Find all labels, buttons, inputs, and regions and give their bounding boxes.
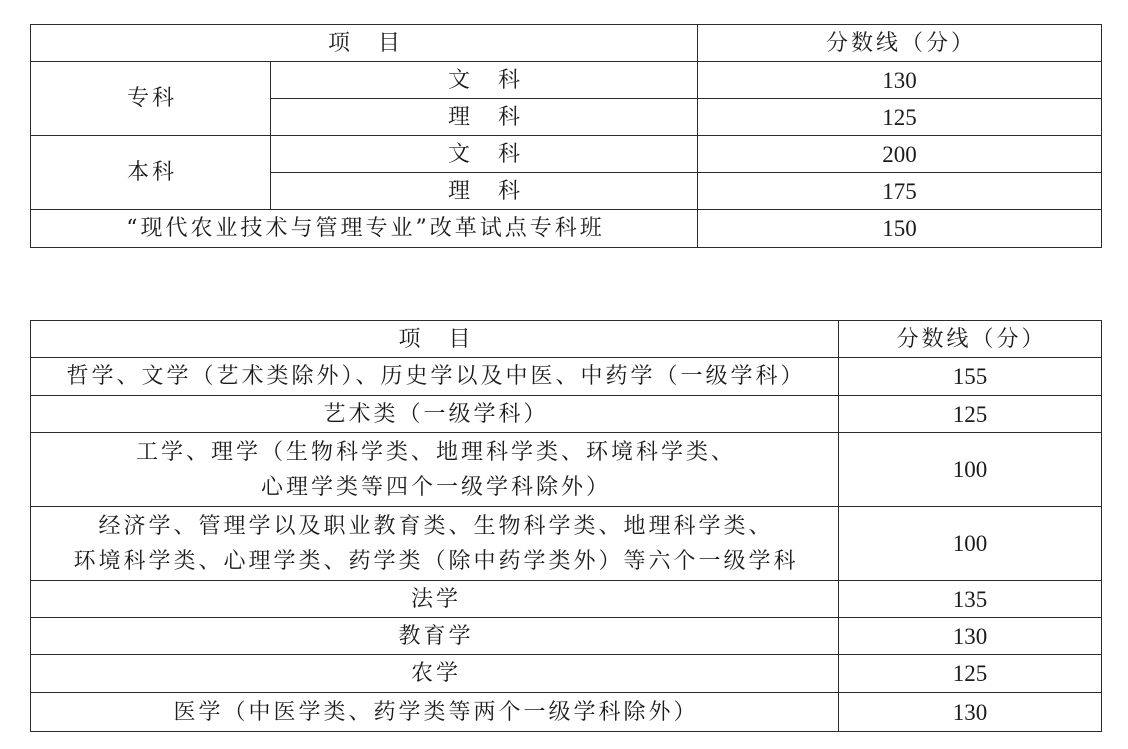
table-row — [31, 210, 1102, 248]
table2-header-row — [31, 321, 1102, 358]
score-cell — [698, 210, 1102, 248]
discipline-line: 医学（中医学类、药学类等两个一级学科除外） — [173, 699, 699, 725]
discipline-line: 经济学、管理学以及职业教育类、生物科学类、地理科学类、 — [98, 513, 774, 539]
table2-header-score-cell — [839, 321, 1102, 358]
level-label: 本科 — [126, 160, 177, 185]
score-value: 130 — [952, 623, 988, 649]
subject-cell — [271, 173, 698, 210]
cutoff-table-2 — [30, 320, 1102, 732]
score-value: 150 — [882, 216, 917, 241]
discipline-cell — [31, 358, 839, 396]
table1-header-score-cell — [698, 25, 1102, 62]
score-value: 125 — [952, 661, 988, 686]
score-cell — [698, 173, 1102, 210]
cutoff-table-1 — [30, 24, 1102, 248]
score-value: 125 — [882, 104, 917, 130]
discipline-cell — [31, 693, 839, 732]
score-cell — [839, 655, 1102, 693]
table2-header-item-cell — [31, 321, 839, 358]
table2-header-score: 分数线（分） — [896, 326, 1047, 352]
table1-header-item: 项 目 — [328, 30, 404, 56]
discipline-line: 农学 — [410, 661, 461, 686]
table-row — [31, 62, 1102, 99]
level-cell-benke — [31, 136, 271, 210]
discipline-line: 工学、理学（生物科学类、地理科学类、环境科学类、 — [135, 439, 736, 465]
discipline-line: 艺术类（一级学科） — [323, 401, 549, 427]
discipline-line: 哲学、文学（艺术类除外）、历史学以及中医、中药学（一级学科） — [66, 364, 806, 389]
subject-label: 理 科 — [448, 178, 524, 204]
table-row — [31, 507, 1102, 581]
score-value: 135 — [952, 586, 988, 612]
special-item-label: “现代农业技术与管理专业”改革试点专科班 — [126, 216, 605, 241]
table-row — [31, 655, 1102, 693]
subject-cell — [271, 136, 698, 173]
special-item-cell — [31, 210, 698, 248]
score-value: 100 — [952, 457, 988, 482]
subject-cell — [271, 99, 698, 136]
table-row — [31, 581, 1102, 618]
score-value: 175 — [882, 178, 917, 204]
subject-cell — [271, 62, 698, 99]
score-cell — [839, 396, 1102, 433]
score-cell — [839, 507, 1102, 581]
score-value: 155 — [952, 364, 988, 389]
score-cell — [698, 99, 1102, 136]
score-cell — [839, 433, 1102, 507]
discipline-line: 环境科学类、心理学类、药学类（除中药学类外）等六个一级学科 — [73, 548, 799, 574]
table-row — [31, 693, 1102, 732]
discipline-cell — [31, 433, 839, 507]
subject-label: 理 科 — [448, 104, 524, 130]
discipline-line: 法学 — [410, 586, 461, 612]
score-cell — [839, 693, 1102, 732]
table-row — [31, 396, 1102, 433]
table1-header-row — [31, 25, 1102, 62]
table-row — [31, 136, 1102, 173]
score-value: 100 — [952, 531, 988, 556]
discipline-cell — [31, 396, 839, 433]
table1-header-score: 分数线（分） — [826, 30, 977, 56]
score-value: 130 — [952, 699, 988, 725]
score-value: 125 — [952, 401, 988, 427]
score-cell — [839, 358, 1102, 396]
discipline-cell — [31, 507, 839, 581]
table-row — [31, 618, 1102, 655]
score-cell — [698, 62, 1102, 99]
discipline-line: 教育学 — [398, 623, 474, 649]
score-value: 200 — [882, 141, 917, 167]
level-label: 专科 — [126, 86, 177, 111]
discipline-cell — [31, 655, 839, 693]
discipline-cell — [31, 618, 839, 655]
subject-label: 文 科 — [448, 141, 524, 167]
score-cell — [698, 136, 1102, 173]
table1-header-item-cell — [31, 25, 698, 62]
subject-label: 文 科 — [448, 67, 524, 93]
score-cell — [839, 581, 1102, 618]
table-row — [31, 433, 1102, 507]
score-cell — [839, 618, 1102, 655]
discipline-cell — [31, 581, 839, 618]
table2-header-item: 项 目 — [398, 326, 474, 352]
score-value: 130 — [882, 67, 917, 93]
level-cell-zhuanke — [31, 62, 271, 136]
discipline-line: 心理学类等四个一级学科除外） — [260, 474, 611, 500]
table-row — [31, 358, 1102, 396]
